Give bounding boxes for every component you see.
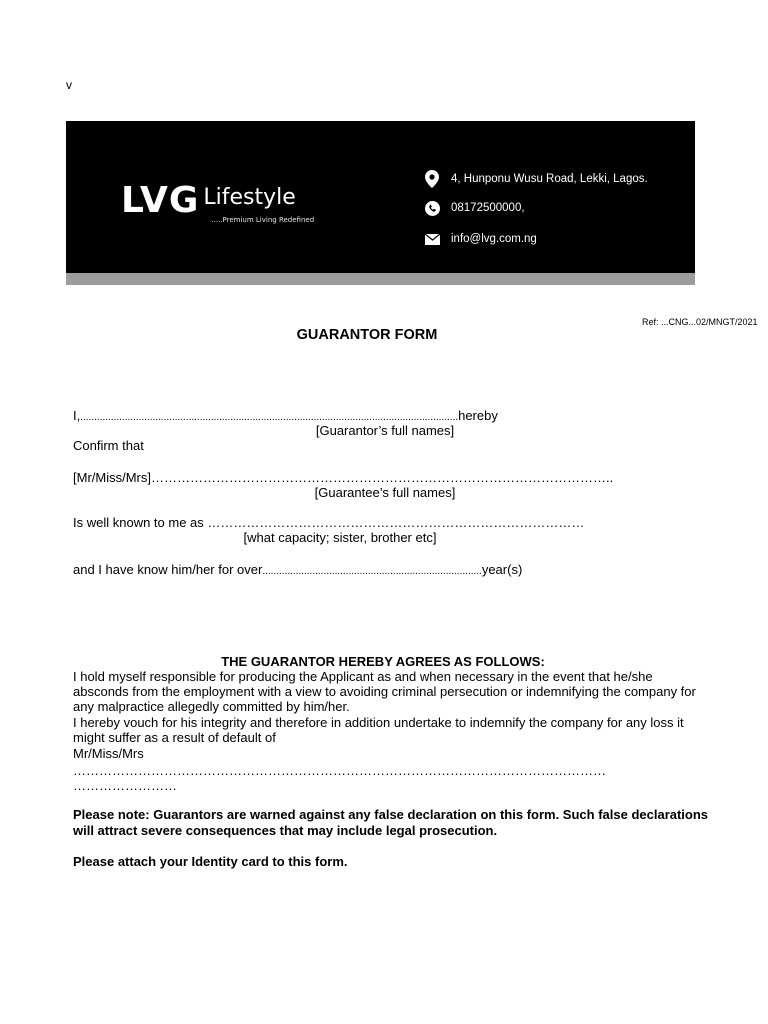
reference-number: Ref: ...CNG...02/MNGT/2021 bbox=[642, 317, 758, 327]
contact-email bbox=[424, 229, 537, 249]
guarantor-caption: [Guarantor’s full names] bbox=[315, 423, 455, 438]
location-pin-icon bbox=[424, 170, 440, 188]
duration-blank[interactable]: ............................................................................... bbox=[262, 566, 482, 577]
contact-phone bbox=[424, 198, 525, 218]
capacity-prefix: Is well known to me as bbox=[73, 515, 204, 530]
confirm-text: Confirm that bbox=[73, 438, 144, 453]
guarantee-name-line bbox=[73, 470, 613, 485]
guarantee-name-blank[interactable]: …………………………………………………………………………………………….. bbox=[150, 470, 614, 485]
contact-address bbox=[424, 169, 648, 189]
guarantee-caption: [Guarantee’s full names] bbox=[314, 485, 456, 500]
agreement-paragraph-1: I hold myself responsible for producing the Applicant as and when necessary in the event that he/she absconds from the employment with a view to avoiding criminal persecution or indemnifying the company for any malpractice allegedly committed by him/her. bbox=[73, 669, 696, 714]
capacity-caption: [what capacity; sister, brother etc] bbox=[243, 530, 437, 545]
letterhead-banner bbox=[66, 121, 695, 273]
capacity-line bbox=[73, 515, 584, 530]
default-name-blank-continued[interactable]: …………………… bbox=[73, 778, 177, 793]
guarantor-name-blank[interactable]: ........................................................................................................................................ bbox=[80, 412, 459, 423]
form-title: GUARANTOR FORM bbox=[296, 327, 438, 343]
agreement-heading: THE GUARANTOR HEREBY AGREES AS FOLLOWS: bbox=[221, 654, 545, 669]
email-text: info@lvg.com.ng bbox=[451, 233, 537, 245]
agreement-paragraph-2: I hereby vouch for his integrity and therefore in addition undertake to indemnify the company for any loss it might suffer as a result of default of bbox=[73, 715, 684, 745]
duration-line bbox=[73, 562, 522, 579]
guarantor-prefix: I, bbox=[73, 408, 81, 423]
letterhead-underbar bbox=[66, 273, 695, 285]
duration-suffix: year(s) bbox=[481, 562, 523, 577]
logo-word: Lifestyle bbox=[203, 185, 296, 210]
default-name-blank[interactable]: …………………………………………………………………………………………………………… bbox=[73, 763, 606, 778]
page-mark: v bbox=[66, 78, 72, 92]
default-name-prefix: Mr/Miss/Mrs bbox=[73, 746, 144, 761]
address-text: 4, Hunponu Wusu Road, Lekki, Lagos. bbox=[451, 173, 648, 185]
envelope-icon bbox=[424, 230, 440, 248]
phone-icon bbox=[424, 199, 440, 217]
logo-mark: LVG bbox=[121, 180, 200, 221]
attach-id-note: Please attach your Identity card to this form. bbox=[73, 854, 348, 869]
duration-prefix: and I have know him/her for over bbox=[73, 562, 263, 577]
capacity-blank[interactable]: …………………………………………………………………………… bbox=[207, 515, 585, 530]
company-logo bbox=[121, 180, 315, 224]
warning-note: Please note: Guarantors are warned against any false declaration on this form. Such false declarations will attract severe consequences that may include legal prosecution. bbox=[73, 807, 709, 838]
guarantee-prefix: [Mr/Miss/Mrs] bbox=[73, 470, 151, 485]
phone-text: 08172500000, bbox=[451, 202, 525, 214]
guarantor-suffix: hereby bbox=[458, 408, 498, 423]
logo-tagline: .....Premium Living Redefined bbox=[211, 216, 315, 224]
